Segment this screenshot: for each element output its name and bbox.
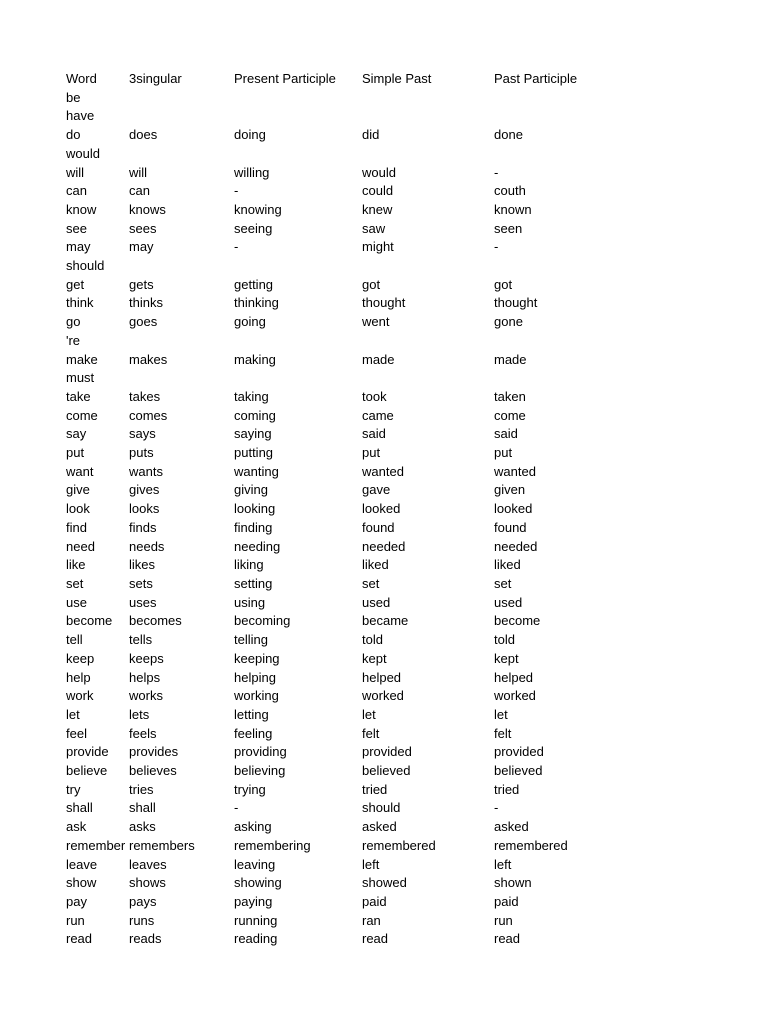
cell-past-participle: [494, 145, 614, 164]
table-row: [66, 238, 614, 257]
cell-present-participle: helping: [234, 669, 276, 685]
cell-word: be: [66, 89, 81, 105]
cell-present-participle: letting: [234, 706, 269, 722]
cell-present-participle: believing: [234, 763, 286, 779]
cell-3singular: sets: [129, 575, 153, 591]
table-row: [66, 538, 614, 557]
cell-3singular: may: [129, 239, 154, 255]
cell-present-participle: [234, 89, 362, 108]
table-row: [66, 818, 614, 837]
table-row: [66, 650, 614, 669]
cell-3singular: looks: [129, 501, 160, 517]
cell-simple-past: showed: [362, 875, 407, 891]
cell-3singular: [129, 145, 234, 164]
cell-past-participle: felt: [494, 725, 512, 741]
cell-past-participle: seen: [494, 220, 523, 236]
cell-past-participle: known: [494, 201, 532, 217]
cell-present-participle: working: [234, 688, 279, 704]
cell-present-participle: coming: [234, 407, 276, 423]
cell-word: leave: [66, 856, 98, 872]
cell-3singular: takes: [129, 388, 161, 404]
table-row: [66, 631, 614, 650]
cell-word: work: [66, 688, 94, 704]
cell-3singular: gets: [129, 276, 154, 292]
cell-simple-past: left: [362, 856, 380, 872]
cell-simple-past: [362, 369, 494, 388]
cell-word: may: [66, 239, 91, 255]
header-past-participle: Past Participle: [494, 71, 578, 86]
cell-word: become: [66, 613, 113, 629]
cell-3singular: says: [129, 426, 156, 442]
cell-word: know: [66, 201, 97, 217]
cell-present-participle: knowing: [234, 201, 282, 217]
table-row: [66, 351, 614, 370]
cell-simple-past: went: [362, 314, 390, 330]
cell-word: feel: [66, 725, 87, 741]
cell-simple-past: paid: [362, 893, 387, 909]
cell-simple-past: came: [362, 407, 394, 423]
table-header: [66, 70, 614, 89]
cell-3singular: becomes: [129, 613, 182, 629]
cell-present-participle: finding: [234, 519, 273, 535]
cell-3singular: needs: [129, 538, 165, 554]
header-3singular: 3singular: [129, 71, 182, 86]
cell-word: think: [66, 295, 94, 311]
cell-present-participle: saying: [234, 426, 272, 442]
cell-simple-past: took: [362, 388, 387, 404]
table-row: [66, 930, 614, 949]
cell-past-participle: got: [494, 276, 513, 292]
cell-word: want: [66, 463, 94, 479]
verb-forms-table: [66, 70, 614, 949]
cell-simple-past: worked: [362, 688, 404, 704]
cell-word: run: [66, 912, 85, 928]
table-row: [66, 725, 614, 744]
cell-simple-past: liked: [362, 557, 389, 573]
table-row: [66, 182, 614, 201]
cell-past-participle: read: [494, 931, 521, 947]
cell-present-participle: getting: [234, 276, 274, 292]
cell-present-participle: willing: [234, 164, 270, 180]
cell-past-participle: gone: [494, 314, 523, 330]
cell-simple-past: tried: [362, 781, 388, 797]
table-row: [66, 126, 614, 145]
table-row: [66, 575, 614, 594]
table-row: [66, 762, 614, 781]
cell-present-participle: asking: [234, 819, 272, 835]
cell-present-participle: leaving: [234, 856, 276, 872]
cell-past-participle: remembered: [494, 837, 568, 853]
cell-3singular: [129, 332, 234, 351]
cell-word: come: [66, 407, 98, 423]
cell-simple-past: [362, 145, 494, 164]
cell-past-participle: tried: [494, 781, 520, 797]
cell-3singular: remembers: [129, 837, 195, 853]
cell-present-participle: [234, 369, 362, 388]
cell-simple-past: knew: [362, 201, 393, 217]
table-row: [66, 481, 614, 500]
cell-word: should: [66, 258, 105, 274]
cell-past-participle: [494, 89, 614, 108]
cell-3singular: runs: [129, 912, 155, 928]
cell-simple-past: told: [362, 632, 383, 648]
cell-word: give: [66, 482, 90, 498]
cell-simple-past: put: [362, 445, 381, 461]
cell-simple-past: gave: [362, 482, 391, 498]
cell-3singular: feels: [129, 725, 157, 741]
cell-3singular: thinks: [129, 295, 163, 311]
cell-simple-past: helped: [362, 669, 402, 685]
cell-3singular: works: [129, 688, 163, 704]
cell-3singular: tries: [129, 781, 154, 797]
cell-simple-past: became: [362, 613, 409, 629]
table-row: [66, 425, 614, 444]
cell-3singular: comes: [129, 407, 168, 423]
cell-simple-past: thought: [362, 295, 406, 311]
table-row: [66, 313, 614, 332]
cell-past-participle: -: [494, 800, 499, 816]
cell-word: pay: [66, 893, 87, 909]
cell-3singular: finds: [129, 519, 157, 535]
cell-3singular: [129, 89, 234, 108]
cell-present-participle: needing: [234, 538, 281, 554]
table-row: [66, 332, 614, 351]
cell-past-participle: [494, 332, 614, 351]
cell-3singular: asks: [129, 819, 156, 835]
cell-simple-past: might: [362, 239, 394, 255]
table-row: [66, 556, 614, 575]
cell-simple-past: needed: [362, 538, 406, 554]
cell-simple-past: saw: [362, 220, 386, 236]
cell-past-participle: needed: [494, 538, 538, 554]
cell-simple-past: should: [362, 800, 401, 816]
cell-past-participle: [494, 369, 614, 388]
table-row: [66, 500, 614, 519]
cell-simple-past: did: [362, 127, 380, 143]
table-row: [66, 164, 614, 183]
cell-word: read: [66, 931, 93, 947]
cell-present-participle: -: [234, 183, 239, 199]
cell-present-participle: [234, 332, 362, 351]
cell-word: will: [66, 164, 85, 180]
cell-present-participle: trying: [234, 781, 266, 797]
cell-3singular: tells: [129, 632, 153, 648]
cell-simple-past: could: [362, 183, 394, 199]
cell-word: 're: [66, 332, 81, 348]
cell-simple-past: got: [362, 276, 381, 292]
cell-past-participle: come: [494, 407, 526, 423]
cell-present-participle: going: [234, 314, 266, 330]
cell-3singular: knows: [129, 201, 166, 217]
header-row: [66, 70, 614, 89]
table-row: [66, 89, 614, 108]
cell-past-participle: asked: [494, 819, 529, 835]
cell-word: look: [66, 501, 90, 517]
cell-word: like: [66, 557, 86, 573]
cell-3singular: will: [129, 164, 148, 180]
table-row: [66, 463, 614, 482]
cell-word: must: [66, 370, 95, 386]
cell-past-participle: run: [494, 912, 513, 928]
cell-word: keep: [66, 650, 95, 666]
cell-simple-past: [362, 107, 494, 126]
cell-3singular: believes: [129, 763, 177, 779]
cell-word: get: [66, 276, 85, 292]
cell-past-participle: wanted: [494, 463, 536, 479]
cell-present-participle: keeping: [234, 650, 280, 666]
table-row: [66, 276, 614, 295]
table-row: [66, 407, 614, 426]
cell-simple-past: found: [362, 519, 395, 535]
table-row: [66, 799, 614, 818]
cell-present-participle: looking: [234, 501, 276, 517]
cell-simple-past: read: [362, 931, 389, 947]
cell-past-participle: taken: [494, 388, 526, 404]
table-row: [66, 145, 614, 164]
cell-simple-past: wanted: [362, 463, 404, 479]
cell-word: tell: [66, 632, 83, 648]
cell-3singular: gives: [129, 482, 160, 498]
cell-word: provide: [66, 744, 109, 760]
cell-past-participle: believed: [494, 763, 543, 779]
cell-simple-past: let: [362, 706, 376, 722]
cell-word: let: [66, 706, 80, 722]
cell-3singular: lets: [129, 706, 150, 722]
cell-word: would: [66, 145, 100, 161]
cell-present-participle: -: [234, 800, 239, 816]
cell-word: can: [66, 183, 87, 199]
table-row: [66, 856, 614, 875]
cell-past-participle: [494, 257, 614, 276]
cell-present-participle: -: [234, 239, 239, 255]
cell-present-participle: running: [234, 912, 278, 928]
cell-3singular: helps: [129, 669, 161, 685]
cell-3singular: does: [129, 127, 158, 143]
cell-simple-past: [362, 257, 494, 276]
cell-word: have: [66, 108, 95, 124]
cell-present-participle: giving: [234, 482, 268, 498]
cell-3singular: puts: [129, 445, 154, 461]
table-row: [66, 369, 614, 388]
cell-3singular: [129, 107, 234, 126]
cell-past-participle: kept: [494, 650, 519, 666]
table-row: [66, 612, 614, 631]
table-row: [66, 594, 614, 613]
cell-past-participle: put: [494, 445, 513, 461]
cell-present-participle: paying: [234, 893, 273, 909]
table-body: [66, 89, 614, 949]
cell-past-participle: looked: [494, 501, 533, 517]
cell-simple-past: [362, 89, 494, 108]
cell-present-participle: becoming: [234, 613, 291, 629]
cell-word: see: [66, 220, 87, 236]
cell-present-participle: liking: [234, 557, 264, 573]
table-row: [66, 781, 614, 800]
cell-3singular: goes: [129, 314, 158, 330]
table-row: [66, 294, 614, 313]
cell-present-participle: making: [234, 351, 276, 367]
header-present-participle: Present Participle: [234, 71, 336, 86]
cell-simple-past: made: [362, 351, 395, 367]
cell-past-participle: set: [494, 575, 512, 591]
cell-3singular: reads: [129, 931, 162, 947]
cell-3singular: [129, 369, 234, 388]
cell-present-participle: wanting: [234, 463, 279, 479]
cell-past-participle: -: [494, 239, 499, 255]
cell-past-participle: found: [494, 519, 527, 535]
header-word: Word: [66, 71, 97, 86]
cell-past-participle: thought: [494, 295, 538, 311]
cell-present-participle: telling: [234, 632, 268, 648]
cell-word: show: [66, 875, 97, 891]
cell-past-participle: told: [494, 632, 515, 648]
cell-past-participle: helped: [494, 669, 534, 685]
cell-word: put: [66, 445, 85, 461]
cell-present-participle: [234, 257, 362, 276]
cell-present-participle: seeing: [234, 220, 273, 236]
table-row: [66, 743, 614, 762]
table-row: [66, 519, 614, 538]
cell-past-participle: said: [494, 426, 518, 442]
table-row: [66, 444, 614, 463]
cell-past-participle: -: [494, 164, 499, 180]
cell-word: help: [66, 669, 91, 685]
cell-simple-past: would: [362, 164, 396, 180]
cell-word: set: [66, 575, 84, 591]
cell-3singular: shall: [129, 800, 156, 816]
cell-3singular: shows: [129, 875, 166, 891]
cell-3singular: pays: [129, 893, 157, 909]
cell-past-participle: liked: [494, 557, 521, 573]
cell-past-participle: become: [494, 613, 541, 629]
cell-simple-past: said: [362, 426, 386, 442]
table-row: [66, 669, 614, 688]
cell-3singular: wants: [129, 463, 163, 479]
cell-simple-past: [362, 332, 494, 351]
table-row: [66, 107, 614, 126]
cell-present-participle: using: [234, 594, 266, 610]
cell-present-participle: [234, 145, 362, 164]
cell-word: believe: [66, 763, 108, 779]
cell-present-participle: taking: [234, 388, 269, 404]
cell-past-participle: couth: [494, 183, 526, 199]
cell-simple-past: felt: [362, 725, 380, 741]
table-row: [66, 893, 614, 912]
table-row: [66, 687, 614, 706]
table-row: [66, 388, 614, 407]
cell-past-participle: worked: [494, 688, 536, 704]
cell-3singular: uses: [129, 594, 157, 610]
cell-word: make: [66, 351, 98, 367]
cell-present-participle: showing: [234, 875, 282, 891]
cell-3singular: sees: [129, 220, 157, 236]
cell-word: say: [66, 426, 87, 442]
cell-past-participle: made: [494, 351, 527, 367]
cell-simple-past: provided: [362, 744, 412, 760]
table-row: [66, 706, 614, 725]
cell-word: remember: [66, 837, 126, 853]
table-row: [66, 874, 614, 893]
table-row: [66, 837, 614, 856]
cell-simple-past: kept: [362, 650, 387, 666]
cell-present-participle: setting: [234, 575, 273, 591]
cell-present-participle: [234, 107, 362, 126]
cell-past-participle: left: [494, 856, 512, 872]
cell-present-participle: doing: [234, 127, 266, 143]
table-row: [66, 201, 614, 220]
cell-word: shall: [66, 800, 93, 816]
cell-3singular: [129, 257, 234, 276]
cell-3singular: likes: [129, 557, 156, 573]
cell-past-participle: let: [494, 706, 508, 722]
cell-3singular: can: [129, 183, 150, 199]
cell-past-participle: provided: [494, 744, 544, 760]
cell-3singular: makes: [129, 351, 168, 367]
cell-word: do: [66, 127, 81, 143]
cell-past-participle: paid: [494, 893, 519, 909]
cell-past-participle: [494, 107, 614, 126]
cell-simple-past: used: [362, 594, 391, 610]
cell-simple-past: believed: [362, 763, 411, 779]
cell-past-participle: given: [494, 482, 526, 498]
table-row: [66, 220, 614, 239]
cell-present-participle: providing: [234, 744, 287, 760]
cell-word: ask: [66, 819, 87, 835]
cell-simple-past: asked: [362, 819, 397, 835]
cell-3singular: keeps: [129, 650, 164, 666]
cell-simple-past: set: [362, 575, 380, 591]
cell-word: need: [66, 538, 95, 554]
cell-word: take: [66, 388, 91, 404]
header-simple-past: Simple Past: [362, 71, 432, 86]
table-row: [66, 257, 614, 276]
cell-word: go: [66, 314, 81, 330]
cell-present-participle: remembering: [234, 837, 311, 853]
cell-past-participle: done: [494, 127, 523, 143]
cell-3singular: provides: [129, 744, 179, 760]
cell-present-participle: thinking: [234, 295, 279, 311]
cell-simple-past: looked: [362, 501, 401, 517]
cell-simple-past: remembered: [362, 837, 436, 853]
cell-word: use: [66, 594, 87, 610]
cell-present-participle: reading: [234, 931, 278, 947]
cell-simple-past: ran: [362, 912, 381, 928]
cell-present-participle: feeling: [234, 725, 273, 741]
cell-word: find: [66, 519, 87, 535]
cell-past-participle: used: [494, 594, 523, 610]
cell-past-participle: shown: [494, 875, 532, 891]
cell-3singular: leaves: [129, 856, 167, 872]
table-row: [66, 912, 614, 931]
cell-present-participle: putting: [234, 445, 274, 461]
cell-word: try: [66, 781, 81, 797]
